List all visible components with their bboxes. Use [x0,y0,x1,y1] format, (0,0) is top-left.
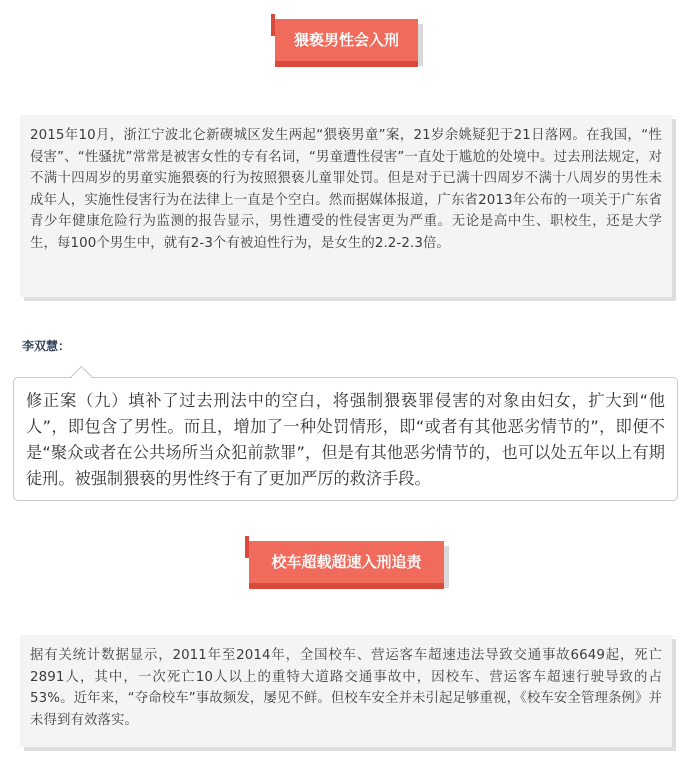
section2-body-box [20,635,672,747]
section1-body-box [20,115,672,297]
quote-pointer [71,366,92,387]
section1-body-text: 2015年10月，浙江宁波北仑新碶城区发生两起“猥亵男童”案，21岁余姚疑犯于21日落网。在我国，“性侵害”、“性骚扰”常常是被害女性的专有名词，“男童遭性侵害”一直处于尴尬的处境中。过去刑法规定，对不满十四周岁的男童实施猥亵的行为按照猥亵儿童罪处罚。但是对于已满十四周岁不满十八周岁的男性未成年人，实施性侵害行为在法律上一直是个空白。然而据媒体报道，广东省2013年公布的一项关于广东省青少年健康危险行为监测的报告显示，男性遭受的性侵害更为严重。无论是高中生、职校生，还是大学生，每100个男生中，就有2-3个有被迫性行为，是女生的2.2-2.3倍。 [30,128,662,251]
comment-speaker: 李双慧： [22,339,71,353]
section1-title-tag [275,19,418,61]
tag-accent-bar [245,536,249,558]
section2-body-text: 据有关统计数据显示，2011年至2014年，全国校车、营运客车超速违法导致交通事故6649起，死亡2891人，其中，一次死亡10人以上的重特大道路交通事故中，因校车、营运客车超速行驶导致的占53%。近年来，“夺命校车”事故频发，屡见不鲜。但校车安全并未引起足够重视，《校车安全管理条例》并未得到有效落实。 [30,648,662,728]
comment-text: 修正案（九）填补了过去刑法中的空白，将强制猥亵罪侵害的对象由妇女，扩大到“他人”，即包含了男性。而且，增加了一种处罚情形，即“或者有其他恶劣情节的”，即便不是“聚众或者在公共场所当众犯前款罪”，但是有其他恶劣情节的，也可以处五年以上有期徒刑。被强制猥亵的男性终于有了更加严厉的救济手段。 [26,391,665,488]
section2-title: 校车超载超速入刑追责 [271,553,422,571]
section1-title: 猥亵男性会入刑 [293,31,399,49]
comment-quote-box [13,377,678,501]
tag-underline [249,583,444,589]
section2-title-tag [249,541,444,583]
tag-accent-bar [271,14,275,36]
tag-underline [275,61,418,67]
